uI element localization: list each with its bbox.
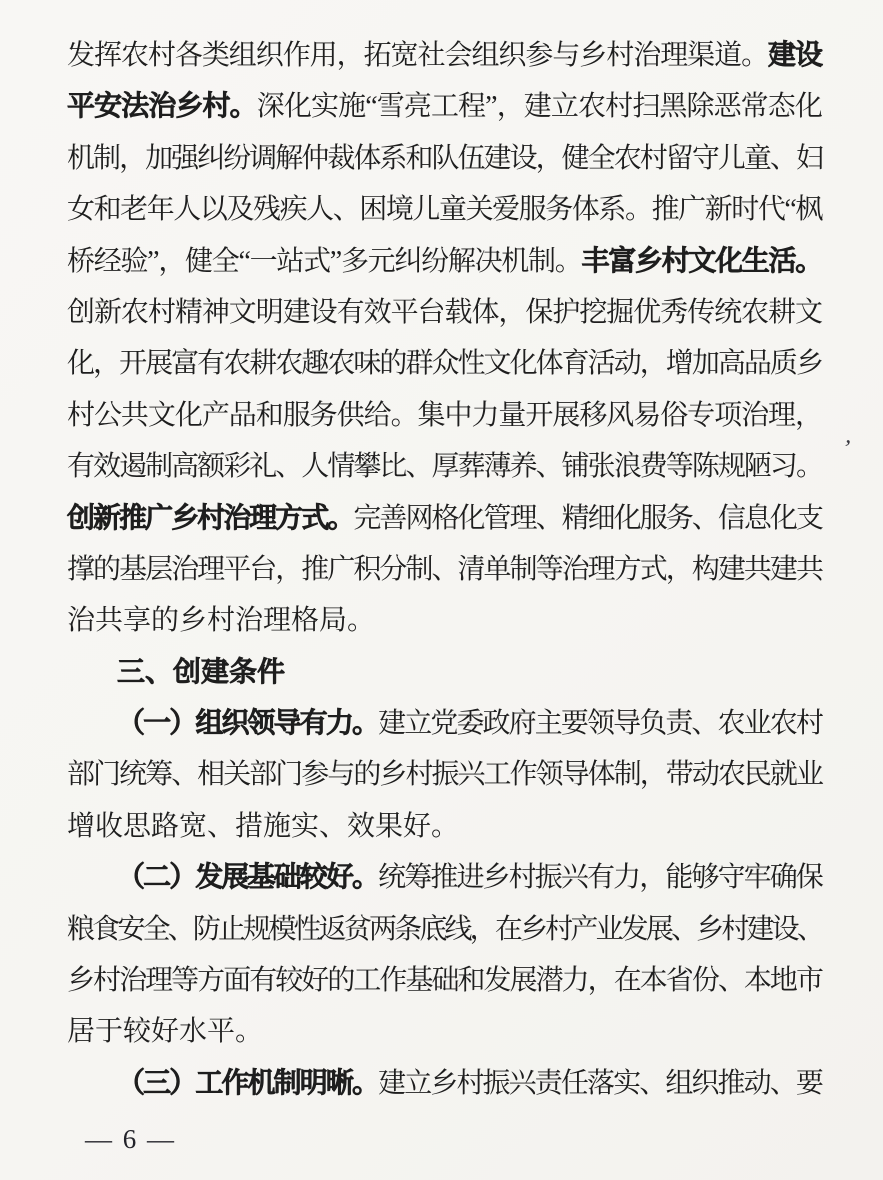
body-run: 建立党委政府主要领导负责、农业农村 bbox=[378, 708, 822, 740]
line-16 bbox=[67, 801, 822, 852]
line-07 bbox=[67, 338, 822, 389]
body-run: 建立乡村振兴责任落实、组织推动、要 bbox=[378, 1067, 822, 1099]
body-run: 增收思路宽、措施实、效果好。 bbox=[67, 810, 460, 842]
line-21 bbox=[67, 1058, 822, 1109]
body-run: 深化实施“雪亮工程”，建立农村扫黑除恶常态化 bbox=[256, 91, 822, 123]
line-06 bbox=[67, 287, 822, 338]
body-run: 村公共文化产品和服务供给。集中力量开展移风易俗专项治理， bbox=[67, 399, 822, 431]
body-run: 创新农村精神文明建设有效平台载体，保护挖掘优秀传统农耕文 bbox=[67, 296, 822, 328]
line-04 bbox=[67, 184, 822, 235]
line-03 bbox=[67, 133, 822, 184]
bold-run: （二）发展基础较好。 bbox=[117, 862, 379, 894]
body-run: 粮食安全、防止规模性返贫两条底线，在乡村产业发展、乡村建设、 bbox=[67, 913, 822, 945]
line-10 bbox=[67, 493, 822, 544]
bold-run: （三）工作机制明晰。 bbox=[117, 1067, 379, 1099]
heading-run: 三、创建条件 bbox=[117, 656, 286, 688]
page-number: — 6 — bbox=[85, 1124, 176, 1154]
bold-run: （一）组织领导有力。 bbox=[117, 708, 379, 740]
body-run: 完善网格化管理、精细化服务、信息化支 bbox=[353, 502, 822, 534]
body-run: 化，开展富有农耕农趣农味的群众性文化体育活动，增加高品质乡 bbox=[67, 348, 822, 380]
line-17 bbox=[67, 852, 822, 903]
line-14 bbox=[67, 698, 822, 749]
line-18 bbox=[67, 904, 822, 955]
line-09 bbox=[67, 441, 822, 492]
line-20 bbox=[67, 1006, 822, 1057]
body-text bbox=[67, 30, 822, 1109]
body-run: 女和老年人以及残疾人、困境儿童关爱服务体系。推广新时代“枫 bbox=[67, 194, 822, 226]
body-run: 治共享的乡村治理格局。 bbox=[67, 605, 376, 637]
line-01 bbox=[67, 30, 822, 81]
bold-run: 创新推广乡村治理方式。 bbox=[67, 502, 354, 534]
scan-speck: ’ bbox=[841, 435, 853, 463]
line-11 bbox=[67, 544, 822, 595]
line-08 bbox=[67, 390, 822, 441]
body-run: 撑的基层治理平台，推广积分制、清单制等治理方式，构建共建共 bbox=[67, 553, 822, 585]
section-heading bbox=[67, 647, 822, 698]
line-05 bbox=[67, 236, 822, 287]
body-run: 机制，加强纠纷调解仲裁体系和队伍建设，健全农村留守儿童、妇 bbox=[67, 142, 822, 174]
body-run: 桥经验”，健全“一站式”多元纠纷解决机制。 bbox=[67, 245, 582, 277]
line-02 bbox=[67, 81, 822, 132]
body-run: 统筹推进乡村振兴有力，能够守牢确保 bbox=[378, 862, 822, 894]
bold-run: 丰富乡村文化生活。 bbox=[581, 245, 822, 277]
body-run: 部门统筹、相关部门参与的乡村振兴工作领导体制，带动农民就业 bbox=[67, 759, 822, 791]
line-15 bbox=[67, 749, 822, 800]
line-12 bbox=[67, 595, 822, 646]
bold-run: 建设 bbox=[768, 40, 822, 71]
bold-run: 平安法治乡村。 bbox=[67, 91, 257, 123]
body-run: 有效遏制高额彩礼、人情攀比、厚葬薄养、铺张浪费等陈规陋习。 bbox=[67, 451, 822, 483]
line-19 bbox=[67, 955, 822, 1006]
body-run: 居于较好水平。 bbox=[67, 1016, 264, 1048]
body-run: 发挥农村各类组织作用，拓宽社会组织参与乡村治理渠道。 bbox=[67, 40, 769, 71]
body-run: 乡村治理等方面有较好的工作基础和发展潜力，在本省份、本地市 bbox=[67, 965, 822, 997]
